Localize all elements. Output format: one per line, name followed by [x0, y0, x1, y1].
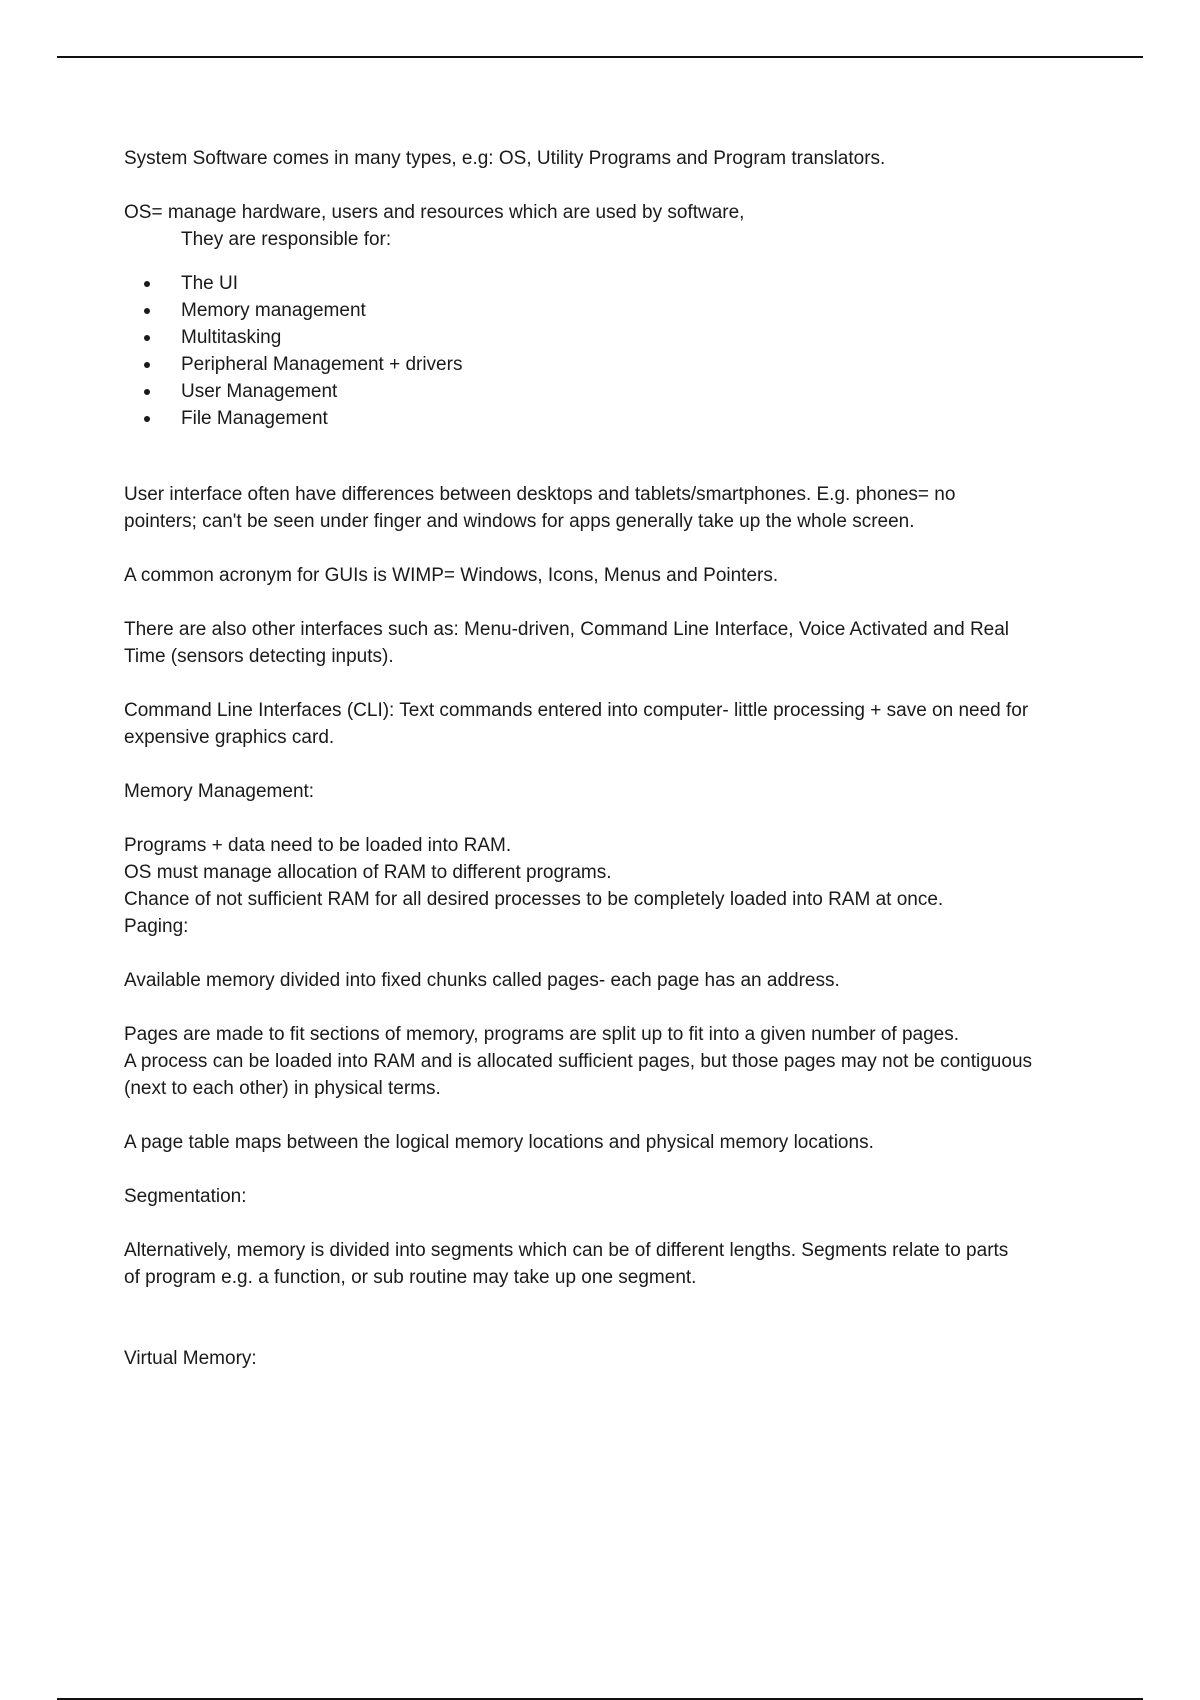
os-definition: OS= manage hardware, users and resources which are used by software, — [124, 202, 745, 223]
segmentation-heading: Segmentation: — [124, 1186, 247, 1207]
cli-line: expensive graphics card. — [124, 727, 335, 748]
bullet-icon — [144, 281, 150, 287]
list-item: File Management — [124, 405, 1104, 432]
bullet-icon — [144, 362, 150, 368]
ui-paragraph-line: User interface often have differences between desktops and tablets/smartphones. E.g. phones= no — [124, 484, 956, 505]
list-item: Peripheral Management + drivers — [124, 351, 1104, 378]
cli-line: Command Line Interfaces (CLI): Text commands entered into computer- little processing + save on need for — [124, 700, 1029, 721]
list-item: Memory management — [124, 297, 1104, 324]
bullet-icon — [144, 389, 150, 395]
list-item: The UI — [124, 270, 1104, 297]
list-item: Multitasking — [124, 324, 1104, 351]
pages-line: (next to each other) in physical terms. — [124, 1078, 441, 1099]
bullet-icon — [144, 308, 150, 314]
other-interfaces-line: There are also other interfaces such as: Menu-driven, Command Line Interface, Voice Activated and Real — [124, 619, 1010, 640]
virtual-memory-heading: Virtual Memory: — [124, 1348, 257, 1369]
ui-paragraph-line: pointers; can't be seen under finger and windows for apps generally take up the whole screen. — [124, 511, 915, 532]
wimp-paragraph: A common acronym for GUIs is WIMP= Windows, Icons, Menus and Pointers. — [124, 565, 779, 586]
paging-heading: Paging: — [124, 916, 189, 937]
memory-line: Chance of not sufficient RAM for all desired processes to be completely loaded into RAM at once. — [124, 889, 944, 910]
top-rule — [57, 56, 1143, 58]
memory-line: OS must manage allocation of RAM to different programs. — [124, 862, 612, 883]
other-interfaces-line: Time (sensors detecting inputs). — [124, 646, 394, 667]
segmentation-line: Alternatively, memory is divided into segments which can be of different lengths. Segments relate to parts — [124, 1240, 1009, 1261]
document-body — [124, 145, 1104, 1372]
intro-paragraph: System Software comes in many types, e.g: OS, Utility Programs and Program translators. — [124, 148, 886, 169]
memory-management-heading: Memory Management: — [124, 781, 315, 802]
memory-line: Programs + data need to be loaded into RAM. — [124, 835, 512, 856]
os-responsibility-lead: They are responsible for: — [181, 229, 392, 250]
responsibility-list — [124, 270, 1104, 432]
paging-line: Available memory divided into fixed chunks called pages- each page has an address. — [124, 970, 840, 991]
segmentation-line: of program e.g. a function, or sub routine may take up one segment. — [124, 1267, 697, 1288]
list-item: User Management — [124, 378, 1104, 405]
pages-line: Pages are made to fit sections of memory, programs are split up to fit into a given number of pages. — [124, 1024, 960, 1045]
pages-line: A process can be loaded into RAM and is allocated sufficient pages, but those pages may not be contiguous — [124, 1051, 1033, 1072]
page-table-line: A page table maps between the logical memory locations and physical memory locations. — [124, 1132, 874, 1153]
bullet-icon — [144, 416, 150, 422]
bullet-icon — [144, 335, 150, 341]
